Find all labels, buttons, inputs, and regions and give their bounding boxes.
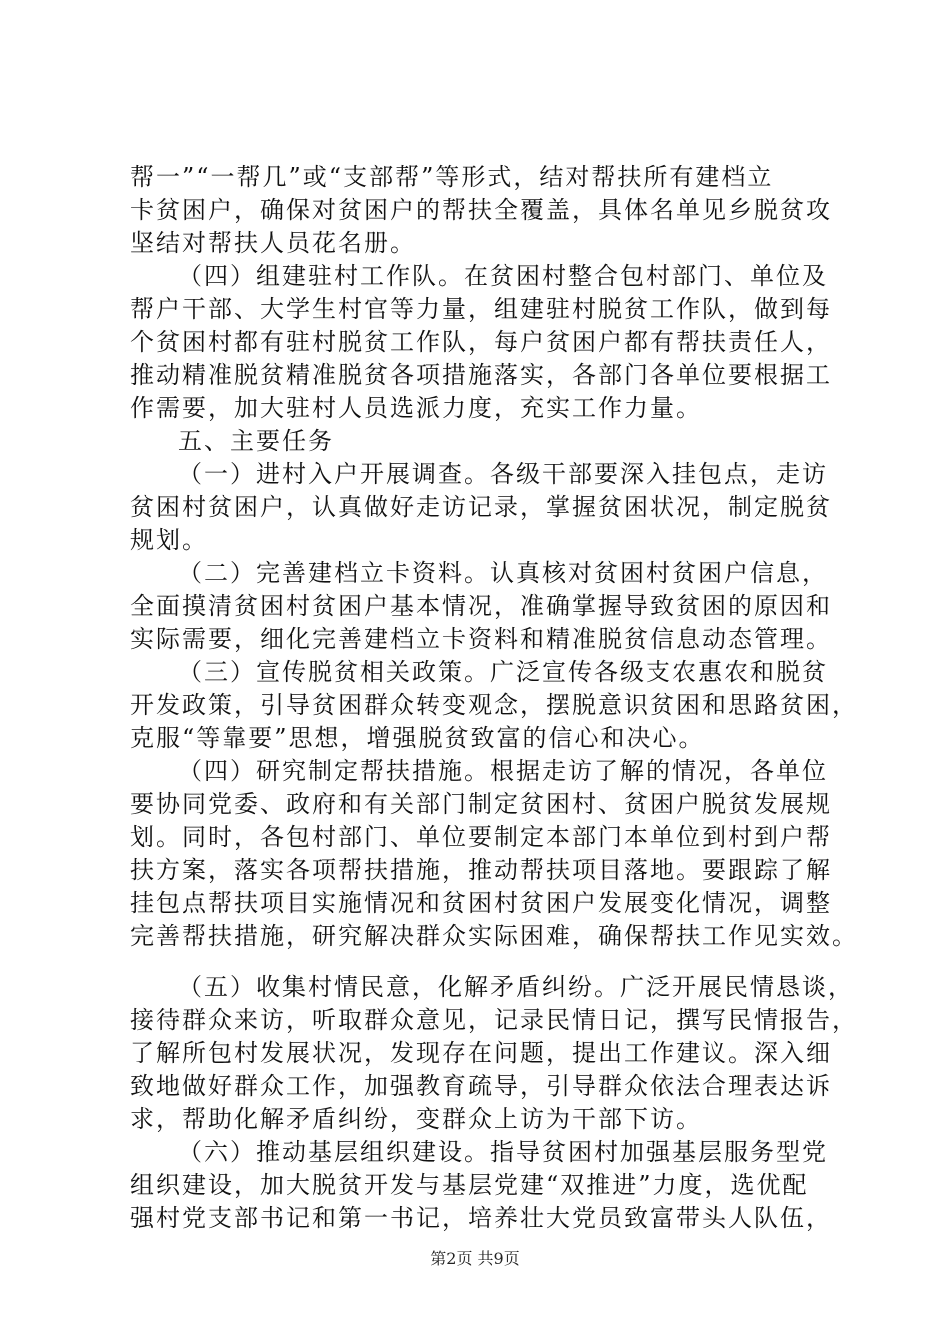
text-line: 要协同党委、政府和有关部门制定贫困村、贫困户脱贫发展规 — [130, 790, 832, 818]
text-line: 完善帮扶措施，研究解决群众实际困难，确保帮扶工作见实效。 — [130, 922, 858, 950]
paragraph-start-line: （一）进村入户开展调查。各级干部要深入挂包点，走访 — [178, 460, 828, 488]
paragraph-start-line: （六）推动基层组织建设。指导贫困村加强基层服务型党 — [178, 1138, 828, 1166]
text-line: 规划。 — [130, 526, 208, 554]
text-line: 帮户干部、大学生村官等力量，组建驻村脱贫工作队，做到每 — [130, 295, 832, 323]
paragraph-start-line: （五）收集村情民意，化解矛盾纠纷。广泛开展民情恳谈， — [178, 973, 854, 1001]
text-line: 致地做好群众工作，加强教育疏导，引导群众依法合理表达诉 — [130, 1072, 832, 1100]
text-line: 扶方案，落实各项帮扶措施，推动帮扶项目落地。要跟踪了解 — [130, 856, 832, 884]
text-line: 个贫困村都有驻村脱贫工作队，每户贫困户都有帮扶责任人， — [130, 328, 832, 356]
paragraph-start-line: （二）完善建档立卡资料。认真核对贫困村贫困户信息， — [178, 559, 828, 587]
text-line: 卡贫困户，确保对贫困户的帮扶全覆盖，具体名单见乡脱贫攻 — [130, 196, 832, 224]
text-line: 坚结对帮扶人员花名册。 — [130, 229, 416, 257]
text-line: 挂包点帮扶项目实施情况和贫困村贫困户发展变化情况，调整 — [130, 889, 832, 917]
text-line: 贫困村贫困户，认真做好走访记录，掌握贫困状况，制定脱贫 — [130, 493, 832, 521]
paragraph-start-line: （四）组建驻村工作队。在贫困村整合包村部门、单位及 — [178, 262, 828, 290]
text-line: 划。同时，各包村部门、单位要制定本部门本单位到村到户帮 — [130, 823, 832, 851]
text-line: 推动精准脱贫精准脱贫各项措施落实，各部门各单位要根据工 — [130, 361, 832, 389]
paragraph-start-line: （三）宣传脱贫相关政策。广泛宣传各级支农惠农和脱贫 — [178, 658, 828, 686]
text-line: 实际需要，细化完善建档立卡资料和精准脱贫信息动态管理。 — [130, 625, 832, 653]
text-line: 接待群众来访，听取群众意见，记录民情日记，撰写民情报告， — [130, 1006, 858, 1034]
text-line: 全面摸清贫困村贫困户基本情况，准确掌握导致贫困的原因和 — [130, 592, 832, 620]
text-line: 了解所包村发展状况，发现存在问题，提出工作建议。深入细 — [130, 1039, 832, 1067]
text-line: 开发政策，引导贫困群众转变观念，摆脱意识贫困和思路贫困， — [130, 691, 858, 719]
text-line: 求，帮助化解矛盾纠纷，变群众上访为干部下访。 — [130, 1105, 702, 1133]
text-line: 克服“等靠要”思想，增强脱贫致富的信心和决心。 — [130, 724, 705, 752]
text-line: 组织建设，加大脱贫开发与基层党建“双推进”力度，选优配 — [130, 1171, 809, 1199]
paragraph-start-line: （四）研究制定帮扶措施。根据走访了解的情况，各单位 — [178, 757, 828, 785]
text-line: 强村党支部书记和第一书记，培养壮大党员致富带头人队伍， — [130, 1204, 832, 1232]
text-line: 帮一”“一帮几”或“支部帮”等形式，结对帮扶所有建档立 — [130, 163, 774, 191]
text-line: 作需要，加大驻村人员选派力度，充实工作力量。 — [130, 394, 702, 422]
section-heading: 五、主要任务 — [178, 427, 334, 455]
page-number-footer: 第2页 共9页 — [430, 1249, 520, 1268]
